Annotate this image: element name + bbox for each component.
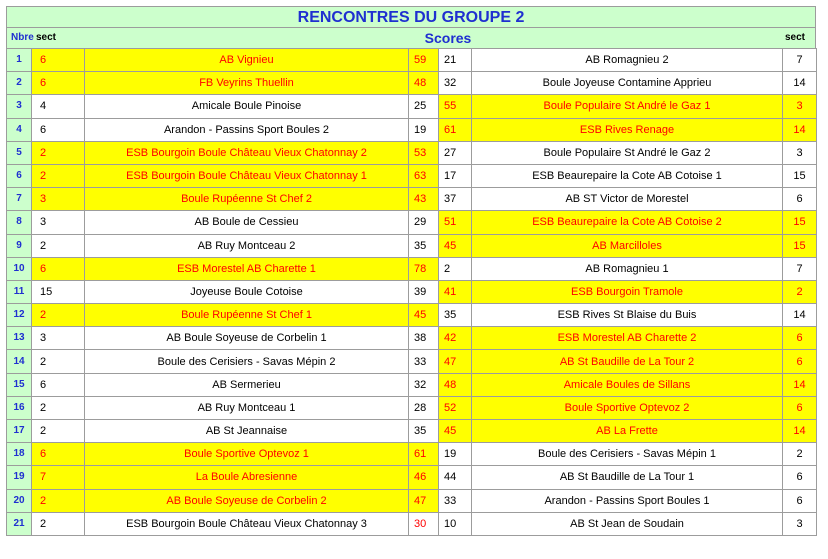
table-row: [7, 396, 817, 419]
table-row: [7, 257, 817, 280]
sect-right: 2: [783, 443, 817, 466]
sect-right: 14: [783, 420, 817, 443]
sect-right: 6: [783, 327, 817, 350]
team-left: Boule Sportive Optevoz 1: [85, 443, 409, 466]
row-number: 20: [7, 489, 32, 512]
row-number: 21: [7, 512, 32, 535]
sect-left: 2: [32, 304, 85, 327]
sect-left: 6: [32, 72, 85, 95]
sect-right: 6: [783, 188, 817, 211]
team-right: AB Marcilloles: [472, 234, 783, 257]
team-right: AB ST Victor de Morestel: [472, 188, 783, 211]
score-left: 47: [409, 489, 439, 512]
team-left: AB Boule Soyeuse de Corbelin 2: [85, 489, 409, 512]
score-right: 10: [439, 512, 472, 535]
row-number: 7: [7, 188, 32, 211]
team-right: ESB Morestel AB Charette 2: [472, 327, 783, 350]
score-left: 35: [409, 234, 439, 257]
sect-right: 6: [783, 396, 817, 419]
team-right: AB Romagnieu 2: [472, 49, 783, 72]
score-right: 41: [439, 280, 472, 303]
score-right: 33: [439, 489, 472, 512]
row-number: 5: [7, 141, 32, 164]
table-row: [7, 304, 817, 327]
team-right: ESB Beaurepaire la Cote AB Cotoise 2: [472, 211, 783, 234]
score-left: 19: [409, 118, 439, 141]
team-left: AB Boule de Cessieu: [85, 211, 409, 234]
sect-right: 2: [783, 280, 817, 303]
table-row: [7, 512, 817, 535]
team-right: Arandon - Passins Sport Boules 1: [472, 489, 783, 512]
score-left: 59: [409, 49, 439, 72]
sect-left: 7: [32, 466, 85, 489]
table-row: [7, 164, 817, 187]
row-number: 10: [7, 257, 32, 280]
team-left: AB Ruy Montceau 1: [85, 396, 409, 419]
score-right: 37: [439, 188, 472, 211]
results-sheet: [6, 6, 816, 536]
score-right: 47: [439, 350, 472, 373]
sect-left: 2: [32, 396, 85, 419]
score-left: 48: [409, 72, 439, 95]
table-row: [7, 211, 817, 234]
team-left: Boule des Cerisiers - Savas Mépin 2: [85, 350, 409, 373]
team-right: Boule des Cerisiers - Savas Mépin 1: [472, 443, 783, 466]
row-number: 12: [7, 304, 32, 327]
row-number: 16: [7, 396, 32, 419]
team-left: FB Veyrins Thuellin: [85, 72, 409, 95]
team-left: Boule Rupéenne St Chef 1: [85, 304, 409, 327]
row-number: 13: [7, 327, 32, 350]
score-right: 27: [439, 141, 472, 164]
team-right: Boule Populaire St André le Gaz 1: [472, 95, 783, 118]
sect-left: 6: [32, 118, 85, 141]
score-right: 32: [439, 72, 472, 95]
score-right: 17: [439, 164, 472, 187]
row-number: 6: [7, 164, 32, 187]
score-right: 19: [439, 443, 472, 466]
score-left: 33: [409, 350, 439, 373]
row-number: 11: [7, 280, 32, 303]
row-number: 9: [7, 234, 32, 257]
team-right: AB St Baudille de La Tour 1: [472, 466, 783, 489]
sheet-title: RENCONTRES DU GROUPE 2: [6, 6, 816, 28]
sect-right: 3: [783, 95, 817, 118]
sect-right: 6: [783, 350, 817, 373]
table-row: [7, 466, 817, 489]
sect-left: 3: [32, 327, 85, 350]
header-sect-left: sect: [35, 32, 56, 43]
team-right: Amicale Boules de Sillans: [472, 373, 783, 396]
score-right: 51: [439, 211, 472, 234]
team-right: AB St Jean de Soudain: [472, 512, 783, 535]
table-row: [7, 95, 817, 118]
table-row: [7, 327, 817, 350]
score-left: 61: [409, 443, 439, 466]
team-left: ESB Bourgoin Boule Château Vieux Chatonnay 1: [85, 164, 409, 187]
team-left: AB St Jeannaise: [85, 420, 409, 443]
sect-right: 7: [783, 257, 817, 280]
sect-left: 2: [32, 164, 85, 187]
table-row: [7, 443, 817, 466]
team-right: Boule Sportive Optevoz 2: [472, 396, 783, 419]
score-left: 63: [409, 164, 439, 187]
sect-left: 2: [32, 489, 85, 512]
score-left: 35: [409, 420, 439, 443]
sect-left: 2: [32, 350, 85, 373]
score-left: 45: [409, 304, 439, 327]
sect-left: 2: [32, 141, 85, 164]
row-number: 8: [7, 211, 32, 234]
sect-left: 6: [32, 443, 85, 466]
score-left: 32: [409, 373, 439, 396]
team-right: AB La Frette: [472, 420, 783, 443]
team-left: AB Boule Soyeuse de Corbelin 1: [85, 327, 409, 350]
sect-right: 3: [783, 141, 817, 164]
sect-left: 2: [32, 420, 85, 443]
sect-left: 15: [32, 280, 85, 303]
score-left: 43: [409, 188, 439, 211]
matches-table: [6, 48, 817, 536]
score-left: 28: [409, 396, 439, 419]
team-right: Boule Populaire St André le Gaz 2: [472, 141, 783, 164]
team-left: Joyeuse Boule Cotoise: [85, 280, 409, 303]
score-right: 2: [439, 257, 472, 280]
row-number: 18: [7, 443, 32, 466]
sect-left: 6: [32, 49, 85, 72]
score-right: 45: [439, 420, 472, 443]
team-right: ESB Rives Renage: [472, 118, 783, 141]
sect-left: 3: [32, 188, 85, 211]
score-right: 21: [439, 49, 472, 72]
table-row: [7, 118, 817, 141]
sect-right: 14: [783, 373, 817, 396]
score-right: 35: [439, 304, 472, 327]
table-row: [7, 350, 817, 373]
sect-right: 6: [783, 466, 817, 489]
sect-right: 15: [783, 234, 817, 257]
header-nbre: Nbre: [11, 32, 34, 43]
score-left: 53: [409, 141, 439, 164]
team-left: AB Vignieu: [85, 49, 409, 72]
team-right: ESB Bourgoin Tramole: [472, 280, 783, 303]
score-left: 29: [409, 211, 439, 234]
score-right: 45: [439, 234, 472, 257]
team-left: AB Ruy Montceau 2: [85, 234, 409, 257]
header-sect-right: sect: [784, 32, 805, 43]
team-right: AB Romagnieu 1: [472, 257, 783, 280]
team-left: Boule Rupéenne St Chef 2: [85, 188, 409, 211]
team-left: Amicale Boule Pinoise: [85, 95, 409, 118]
table-row: [7, 489, 817, 512]
row-number: 19: [7, 466, 32, 489]
team-left: ESB Bourgoin Boule Château Vieux Chatonnay 2: [85, 141, 409, 164]
sect-right: 6: [783, 489, 817, 512]
score-left: 39: [409, 280, 439, 303]
sect-right: 3: [783, 512, 817, 535]
team-left: AB Sermerieu: [85, 373, 409, 396]
sect-right: 14: [783, 72, 817, 95]
score-left: 38: [409, 327, 439, 350]
row-number: 1: [7, 49, 32, 72]
table-row: [7, 72, 817, 95]
sect-left: 2: [32, 512, 85, 535]
team-left: La Boule Abresienne: [85, 466, 409, 489]
table-row: [7, 280, 817, 303]
score-left: 25: [409, 95, 439, 118]
team-right: Boule Joyeuse Contamine Apprieu: [472, 72, 783, 95]
score-right: 61: [439, 118, 472, 141]
row-number: 3: [7, 95, 32, 118]
row-number: 2: [7, 72, 32, 95]
sect-right: 7: [783, 49, 817, 72]
score-right: 55: [439, 95, 472, 118]
team-left: Arandon - Passins Sport Boules 2: [85, 118, 409, 141]
sect-left: 3: [32, 211, 85, 234]
sect-right: 15: [783, 164, 817, 187]
column-header-row: [6, 28, 816, 48]
table-row: [7, 141, 817, 164]
score-right: 44: [439, 466, 472, 489]
table-row: [7, 373, 817, 396]
table-row: [7, 188, 817, 211]
sect-left: 4: [32, 95, 85, 118]
row-number: 15: [7, 373, 32, 396]
team-right: AB St Baudille de La Tour 2: [472, 350, 783, 373]
score-left: 30: [409, 512, 439, 535]
row-number: 17: [7, 420, 32, 443]
table-row: [7, 420, 817, 443]
score-right: 42: [439, 327, 472, 350]
sect-right: 14: [783, 118, 817, 141]
score-right: 48: [439, 373, 472, 396]
row-number: 4: [7, 118, 32, 141]
sect-right: 15: [783, 211, 817, 234]
sect-left: 6: [32, 373, 85, 396]
score-left: 46: [409, 466, 439, 489]
score-right: 52: [439, 396, 472, 419]
sect-left: 2: [32, 234, 85, 257]
score-left: 78: [409, 257, 439, 280]
team-left: ESB Morestel AB Charette 1: [85, 257, 409, 280]
sect-left: 6: [32, 257, 85, 280]
table-row: [7, 234, 817, 257]
sect-right: 14: [783, 304, 817, 327]
header-scores: Scores: [424, 30, 472, 46]
table-row: [7, 49, 817, 72]
team-right: ESB Beaurepaire la Cote AB Cotoise 1: [472, 164, 783, 187]
row-number: 14: [7, 350, 32, 373]
team-left: ESB Bourgoin Boule Château Vieux Chatonnay 3: [85, 512, 409, 535]
team-right: ESB Rives St Blaise du Buis: [472, 304, 783, 327]
